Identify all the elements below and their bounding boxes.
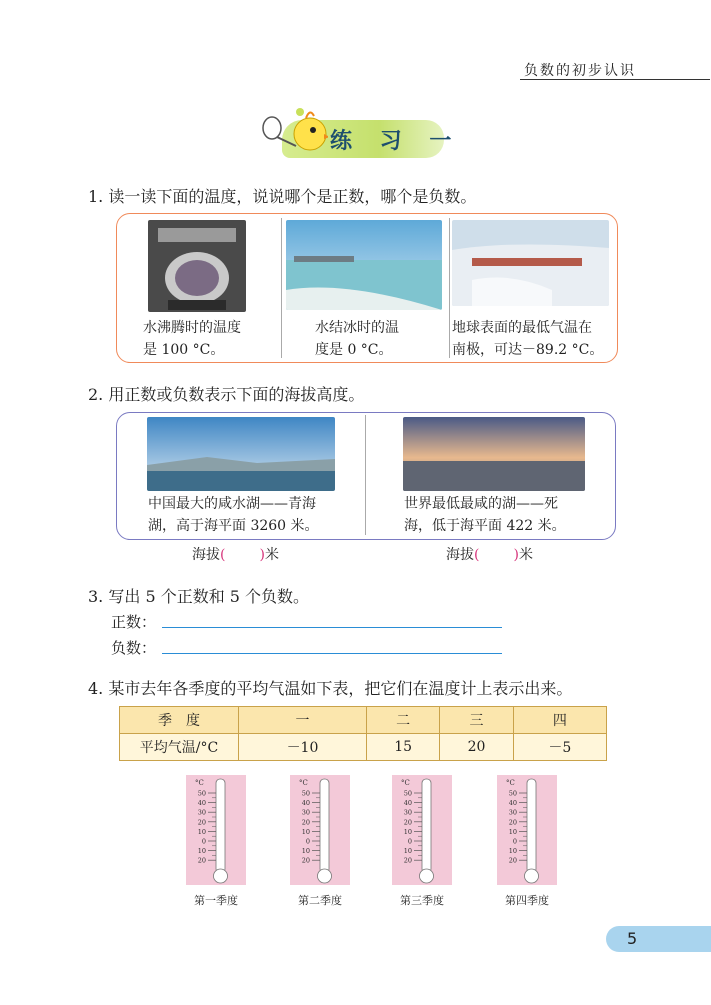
scale-tick-label: 20	[197, 818, 206, 827]
table-cell: 平均气温/°C	[120, 734, 239, 761]
thermometer-label: 第二季度	[298, 894, 342, 907]
table-header-cell: 三	[440, 707, 513, 734]
scale-tick-label: 10	[197, 827, 206, 836]
scale-tick-label: 0	[201, 837, 206, 846]
thermometer[interactable]	[290, 775, 350, 885]
antarctica-photo	[452, 220, 609, 306]
thermometer-label: 第一季度	[194, 894, 238, 907]
scale-tick-label: 40	[301, 799, 310, 808]
scale-unit: °C	[506, 779, 515, 787]
table-header-row	[120, 707, 607, 734]
thermometer-icon	[186, 775, 246, 885]
thermometer-icon	[392, 775, 452, 885]
thermometer-icon	[497, 775, 557, 885]
table-header-cell: 四	[513, 707, 606, 734]
scale-tick-label: 10	[403, 827, 412, 836]
q1-item-1-line1: 水沸腾时的温度	[143, 320, 241, 336]
scale-unit: °C	[299, 779, 308, 787]
open-paren: (	[220, 547, 226, 563]
q2-item-1-line1: 中国最大的咸水湖——青海	[148, 496, 316, 512]
scale-tick-label: 20	[301, 818, 310, 827]
header-rule	[520, 79, 710, 80]
chick-mascot-icon	[258, 104, 328, 164]
positive-answer-line[interactable]	[162, 627, 502, 628]
scale-tick-label: 20	[508, 856, 517, 865]
table-header-cell: 一	[239, 707, 367, 734]
question-4: 4. 某市去年各季度的平均气温如下表，把它们在温度计上表示出来。	[88, 679, 573, 698]
q2-item-1-line2: 湖，高于海平面 3260 米。	[148, 518, 319, 534]
altitude-prefix: 海拔	[192, 547, 220, 563]
q1-item-2-line1: 水结冰时的温	[315, 320, 399, 336]
scale-tick-label: 40	[508, 799, 517, 808]
scale-unit: °C	[401, 779, 410, 787]
scale-tick-label: 10	[301, 847, 310, 856]
q1-item-1-line2: 是 100 °C。	[143, 342, 225, 358]
scale-tick-label: 50	[301, 789, 310, 798]
negative-answer-line[interactable]	[162, 653, 502, 654]
scale-tick-label: 30	[508, 808, 517, 817]
chapter-header: 负数的初步认识	[524, 63, 636, 79]
thermometer-icon	[290, 775, 350, 885]
scale-tick-label: 50	[403, 789, 412, 798]
close-paren: )	[513, 547, 519, 563]
table-cell: －10	[239, 734, 367, 761]
table-cell: 20	[440, 734, 513, 761]
scale-tick-label: 10	[197, 847, 206, 856]
scale-unit: °C	[195, 779, 204, 787]
table-row	[120, 734, 607, 761]
scale-tick-label: 10	[301, 827, 310, 836]
scale-tick-label: 10	[508, 847, 517, 856]
question-3: 3. 写出 5 个正数和 5 个负数。	[88, 587, 310, 606]
q1-item-3-line1: 地球表面的最低气温在	[452, 320, 592, 336]
altitude-answer-1	[192, 544, 279, 564]
dead-sea-photo	[403, 417, 585, 491]
scale-tick-label: 30	[301, 808, 310, 817]
scale-tick-label: 40	[197, 799, 206, 808]
open-paren: (	[474, 547, 480, 563]
negative-label: 负数：	[111, 639, 157, 657]
scale-tick-label: 0	[512, 837, 517, 846]
positive-label: 正数：	[111, 613, 157, 631]
thermometer[interactable]	[392, 775, 452, 885]
frozen-lake-photo	[286, 220, 442, 310]
scale-tick-label: 40	[403, 799, 412, 808]
thermometer[interactable]	[497, 775, 557, 885]
q1-item-3-line2: 南极，可达－89.2 °C。	[452, 342, 604, 358]
table-cell: －5	[513, 734, 606, 761]
scale-tick-label: 10	[403, 847, 412, 856]
q2-item-2-line2: 海，低于海平面 422 米。	[404, 518, 566, 534]
scale-tick-label: 20	[403, 818, 412, 827]
altitude-unit: 米	[264, 547, 279, 563]
scale-tick-label: 20	[403, 856, 412, 865]
scale-tick-label: 20	[301, 856, 310, 865]
scale-tick-label: 30	[197, 808, 206, 817]
table-header-cell: 季 度	[120, 707, 239, 734]
scale-tick-label: 50	[508, 789, 517, 798]
scale-tick-label: 20	[197, 856, 206, 865]
thermometer-label: 第四季度	[505, 894, 549, 907]
page-number: 5	[627, 929, 638, 948]
question-1: 1. 读一读下面的温度，说说哪个是正数，哪个是负数。	[88, 187, 477, 206]
scale-tick-label: 30	[403, 808, 412, 817]
q1-divider	[449, 218, 450, 358]
altitude-answer-2	[446, 544, 533, 564]
scale-tick-label: 20	[508, 818, 517, 827]
scale-tick-label: 50	[197, 789, 206, 798]
qinghai-lake-photo	[147, 417, 335, 491]
q2-divider	[365, 415, 366, 535]
q2-item-2-line1: 世界最低最咸的湖——死	[404, 496, 558, 512]
temperature-table	[119, 706, 607, 761]
thermometer[interactable]	[186, 775, 246, 885]
table-header-cell: 二	[366, 707, 439, 734]
page-number-tab	[606, 926, 711, 952]
altitude-prefix: 海拔	[446, 547, 474, 563]
table-cell: 15	[366, 734, 439, 761]
scale-tick-label: 0	[407, 837, 412, 846]
q1-item-2-line2: 度是 0 °C。	[315, 342, 393, 358]
scale-tick-label: 0	[305, 837, 310, 846]
scale-tick-label: 10	[508, 827, 517, 836]
close-paren: )	[259, 547, 265, 563]
altitude-unit: 米	[518, 547, 533, 563]
boiling-kettle-photo	[148, 220, 246, 312]
exercise-title: 练 习 一	[330, 129, 462, 154]
q1-divider	[281, 218, 282, 358]
thermometer-label: 第三季度	[400, 894, 444, 907]
question-2: 2. 用正数或负数表示下面的海拔高度。	[88, 385, 365, 404]
